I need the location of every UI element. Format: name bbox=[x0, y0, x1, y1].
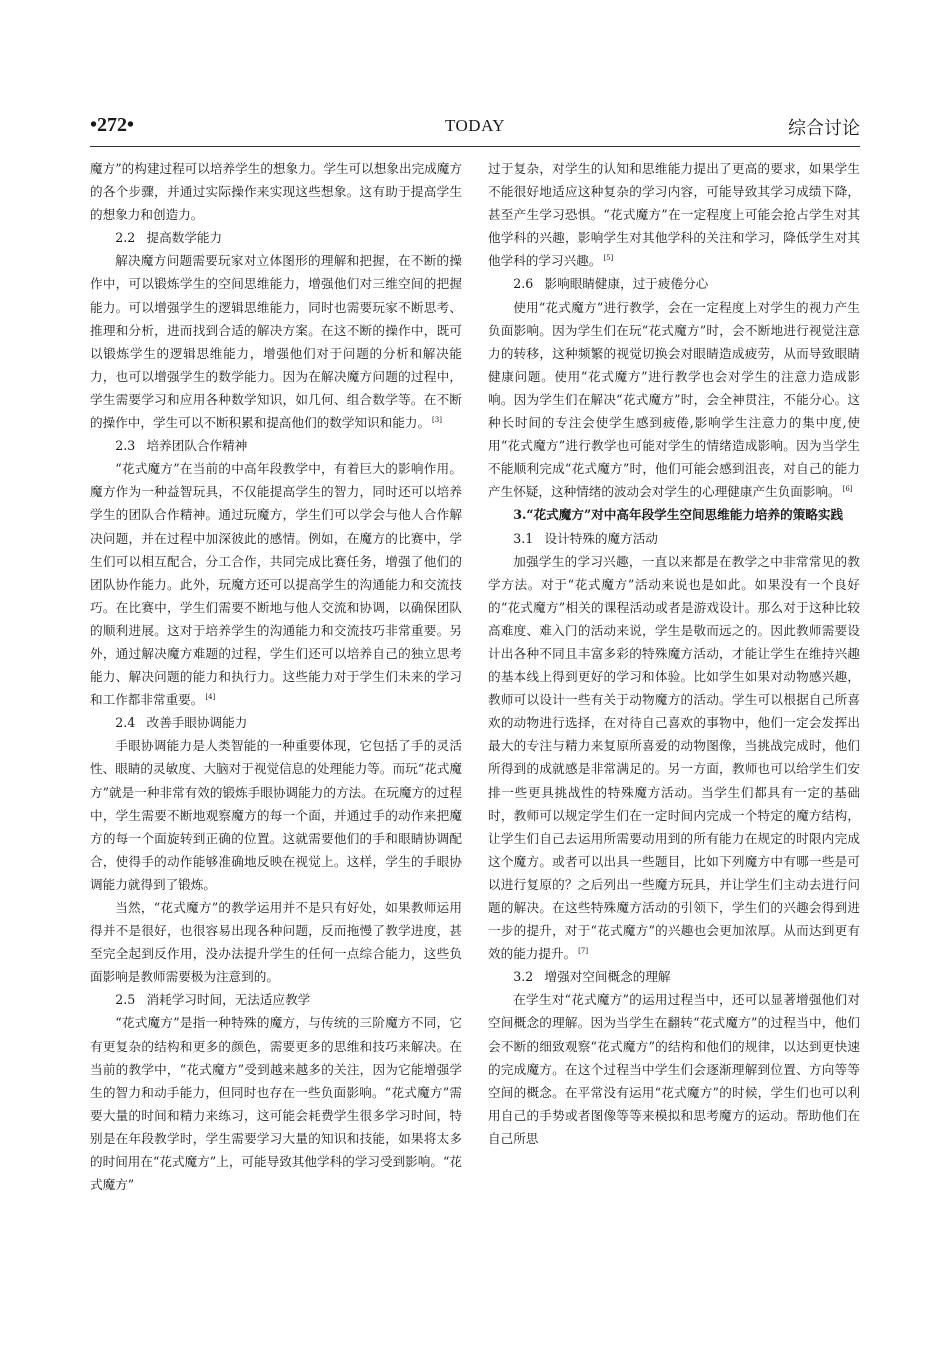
subsection-heading-2-2: 2.2 提高数学能力 bbox=[115, 230, 223, 246]
paragraph: 在学生对“花式魔方”的运用过程当中，还可以显著增强他们对空间概念的理解。因为当学生在翻转“花式魔方”的过程当中，他们会不断的细致观察“花式魔方”的结构和他们的规律，以达到更快速的完成魔方。在这个过程当中学生们会逐渐理解到位置、方向等等空间的概念。在平常没有运用“花式魔方”的时候，学生们也可以利用自己的手势或者图像等等来模拟和思考魔方的运动。帮助他们在自己所思 bbox=[488, 992, 860, 1146]
subsection-heading-2-6: 2.6 影响眼睛健康，过于疲倦分心 bbox=[513, 276, 709, 292]
paragraph: “花式魔方”是指一种特殊的魔方，与传统的三阶魔方不同，它有更复杂的结构和更多的颜色，需要更多的思维和技巧来解决。在当前的教学中，“花式魔方”受到越来越多的关注，因为它能增强学生的智力和动手能力，但同时也存在一些负面影响。“花式魔方”需要大量的时间和精力来练习，这可能会耗费学生很多学习时间，特别是在年段教学时，学生需要学习大量的知识和技能，如果将太多的时间用在“花式魔方”上，可能导致其他学科的学习受到影响。“花式魔方” bbox=[90, 1015, 462, 1193]
section-title: 综合讨论 bbox=[788, 118, 860, 139]
citation: [4] bbox=[205, 693, 216, 702]
header-rule bbox=[90, 146, 860, 147]
citation: [7] bbox=[578, 947, 589, 956]
paragraph: 加强学生的学习兴趣，一直以来都是在教学之中非常常见的教学方法。对于“花式魔方”活动来说也是如此。如果没有一个良好的“花式魔方”相关的课程活动或者是游戏设计。那么对于这种比较高难度、难入门的活动来说，学生是敬而远之的。因此教师需要设计出各种不同且丰富多彩的特殊魔方活动，才能让学生在维持兴趣的基本线上得到更好的学习和体验。比如学生如果对动物感兴趣，教师可以设计一些有关于动物魔方的活动。学生可以根据自己所喜欢的动物进行选择，在对待自己喜欢的事物中，他们一定会发挥出最大的专注与精力来复原所喜爱的动物图像，当挑战完成时，他们所得到的成就感是非常满足的。另一方面，教师也可以给学生们安排一些更具挑战性的特殊魔方活动。当学生们都具有一定的基础时，教师可以规定学生们在一定时间内完成一个特定的魔方结构，让学生们自己去运用所需要动用到的所有能力在规定的时限内完成这个魔方。或者可以出具一些题目，比如下列魔方中有哪一些是可以进行复原的？之后列出一些魔方玩具，并让学生们主动去进行问题的解决。在这些特殊魔方活动的引领下，学生们的兴趣会得到进一步的提升，对于“花式魔方”的兴趣也会更加浓厚。从而达到更有效的能力提升。 [7] bbox=[488, 553, 860, 962]
paragraph: 手眼协调能力是人类智能的一种重要体现，它包括了手的灵活性、眼睛的灵敏度、大脑对于视觉信息的处理能力等。而玩“花式魔方”就是一种非常有效的锻炼手眼协调能力的方法。在玩魔方的过程中，学生需要不断地观察魔方的每一个面，并通过手的动作来把魔方的每一个面旋转到正确的位置。这就需要他们的手和眼睛协调配合，使得手的动作能够准确地反映在视觉上。这样，学生的手眼协调能力就得到了锻炼。 bbox=[90, 738, 462, 892]
right-column bbox=[488, 157, 860, 1150]
citation: [3] bbox=[432, 416, 442, 425]
paragraph: 当然，“花式魔方”的教学运用并不是只有好处，如果教师运用得并不是很好，也很容易出现各种问题，反而拖慢了教学进度，甚至完全起到反作用，没办法提升学生的任何一点综合能力，这些负面影响是教师需要极为注意到的。 bbox=[90, 900, 462, 985]
paragraph: 魔方”的构建过程可以培养学生的想象力。学生可以想象出完成魔方的各个步骤，并通过实际操作来实现这些想象。这有助于提高学生的想象力和创造力。 bbox=[90, 161, 462, 223]
citation: [6] bbox=[842, 485, 853, 494]
paragraph: “花式魔方”在当前的中高年段教学中，有着巨大的影响作用。魔方作为一种益智玩具，不仅能提高学生的智力，同时还可以培养学生的团队合作精神。通过玩魔方，学生们可以学会与他人合作解决问题，并在过程中加深彼此的感情。例如，在魔方的比赛中，学生们可以相互配合，分工合作，共同完成比赛任务，增强了他们的团队协作能力。此外，玩魔方还可以提高学生的沟通能力和交流技巧。在比赛中，学生们需要不断地与他人交流和协调，以确保团队的顺利进展。这对于培养学生的沟通能力和交流技巧非常重要。另外，通过解决魔方难题的过程，学生们还可以培养自己的独立思考能力、解决问题的能力和执行力。这些能力对于学生们未来的学习和工作都非常重要。 [4] bbox=[90, 461, 462, 708]
subsection-heading-2-4: 2.4 改善手眼协调能力 bbox=[115, 715, 248, 731]
subsection-heading-3-1: 3.1 设计特殊的魔方活动 bbox=[513, 530, 658, 546]
page-header bbox=[90, 112, 860, 144]
section-heading-3: 3.“花式魔方”对中高年段学生空间思维能力培养的策略实践 bbox=[513, 507, 844, 523]
citation: [5] bbox=[603, 254, 614, 263]
journal-title: TODAY bbox=[444, 116, 506, 135]
left-column bbox=[90, 157, 462, 1196]
page-number: •272• bbox=[90, 114, 135, 136]
subsection-heading-3-2: 3.2 增强对空间概念的理解 bbox=[513, 969, 671, 985]
paragraph: 使用“花式魔方”进行教学，会在一定程度上对学生的视力产生负面影响。因为学生们在玩“花式魔方”时，会不断地进行视觉注意力的转移，这种频繁的视觉切换会对眼睛造成疲劳，从而导致眼睛健康问题。使用“花式魔方”进行教学也会对学生的注意力造成影响。因为学生们在解决“花式魔方”时，会全神贯注，不能分心。这种长时间的专注会使学生感到疲倦,影响学生注意力的集中度,使用“花式魔方”进行教学也可能对学生的情绪造成影响。因为当学生不能顺利完成“花式魔方”时，他们可能会感到沮丧，对自己的能力产生怀疑，这种情绪的波动会对学生的心理健康产生负面影响。 [6] bbox=[488, 299, 860, 500]
paragraph: 过于复杂，对学生的认知和思维能力提出了更高的要求，如果学生不能很好地适应这种复杂的学习内容，可能导致其学习成绩下降，甚至产生学习恐惧。“花式魔方”在一定程度上可能会抢占学生对其他学科的兴趣，影响学生对其他学科的关注和学习，降低学生对其他学科的学习兴趣。 [5] bbox=[488, 161, 860, 269]
subsection-heading-2-5: 2.5 消耗学习时间，无法适应教学 bbox=[115, 992, 311, 1008]
subsection-heading-2-3: 2.3 培养团队合作精神 bbox=[115, 438, 248, 454]
paragraph: 解决魔方问题需要玩家对立体图形的理解和把握，在不断的操作中，可以锻炼学生的空间思维能力，增强他们对三维空间的把握能力。可以增强学生的逻辑思维能力，同时也需要玩家不断思考、推理和分析，进而找到合适的解决方案。在这不断的操作中，既可以锻炼学生的逻辑思维能力，增强他们对于问题的分析和解决能力，也可以增强学生的数学能力。因为在解决魔方问题的过程中，学生需要学习和应用各种数学知识，如几何、组合数学等。在不断的操作中，学生可以不断积累和提高他们的数学知识和能力。 [3] bbox=[90, 253, 462, 431]
